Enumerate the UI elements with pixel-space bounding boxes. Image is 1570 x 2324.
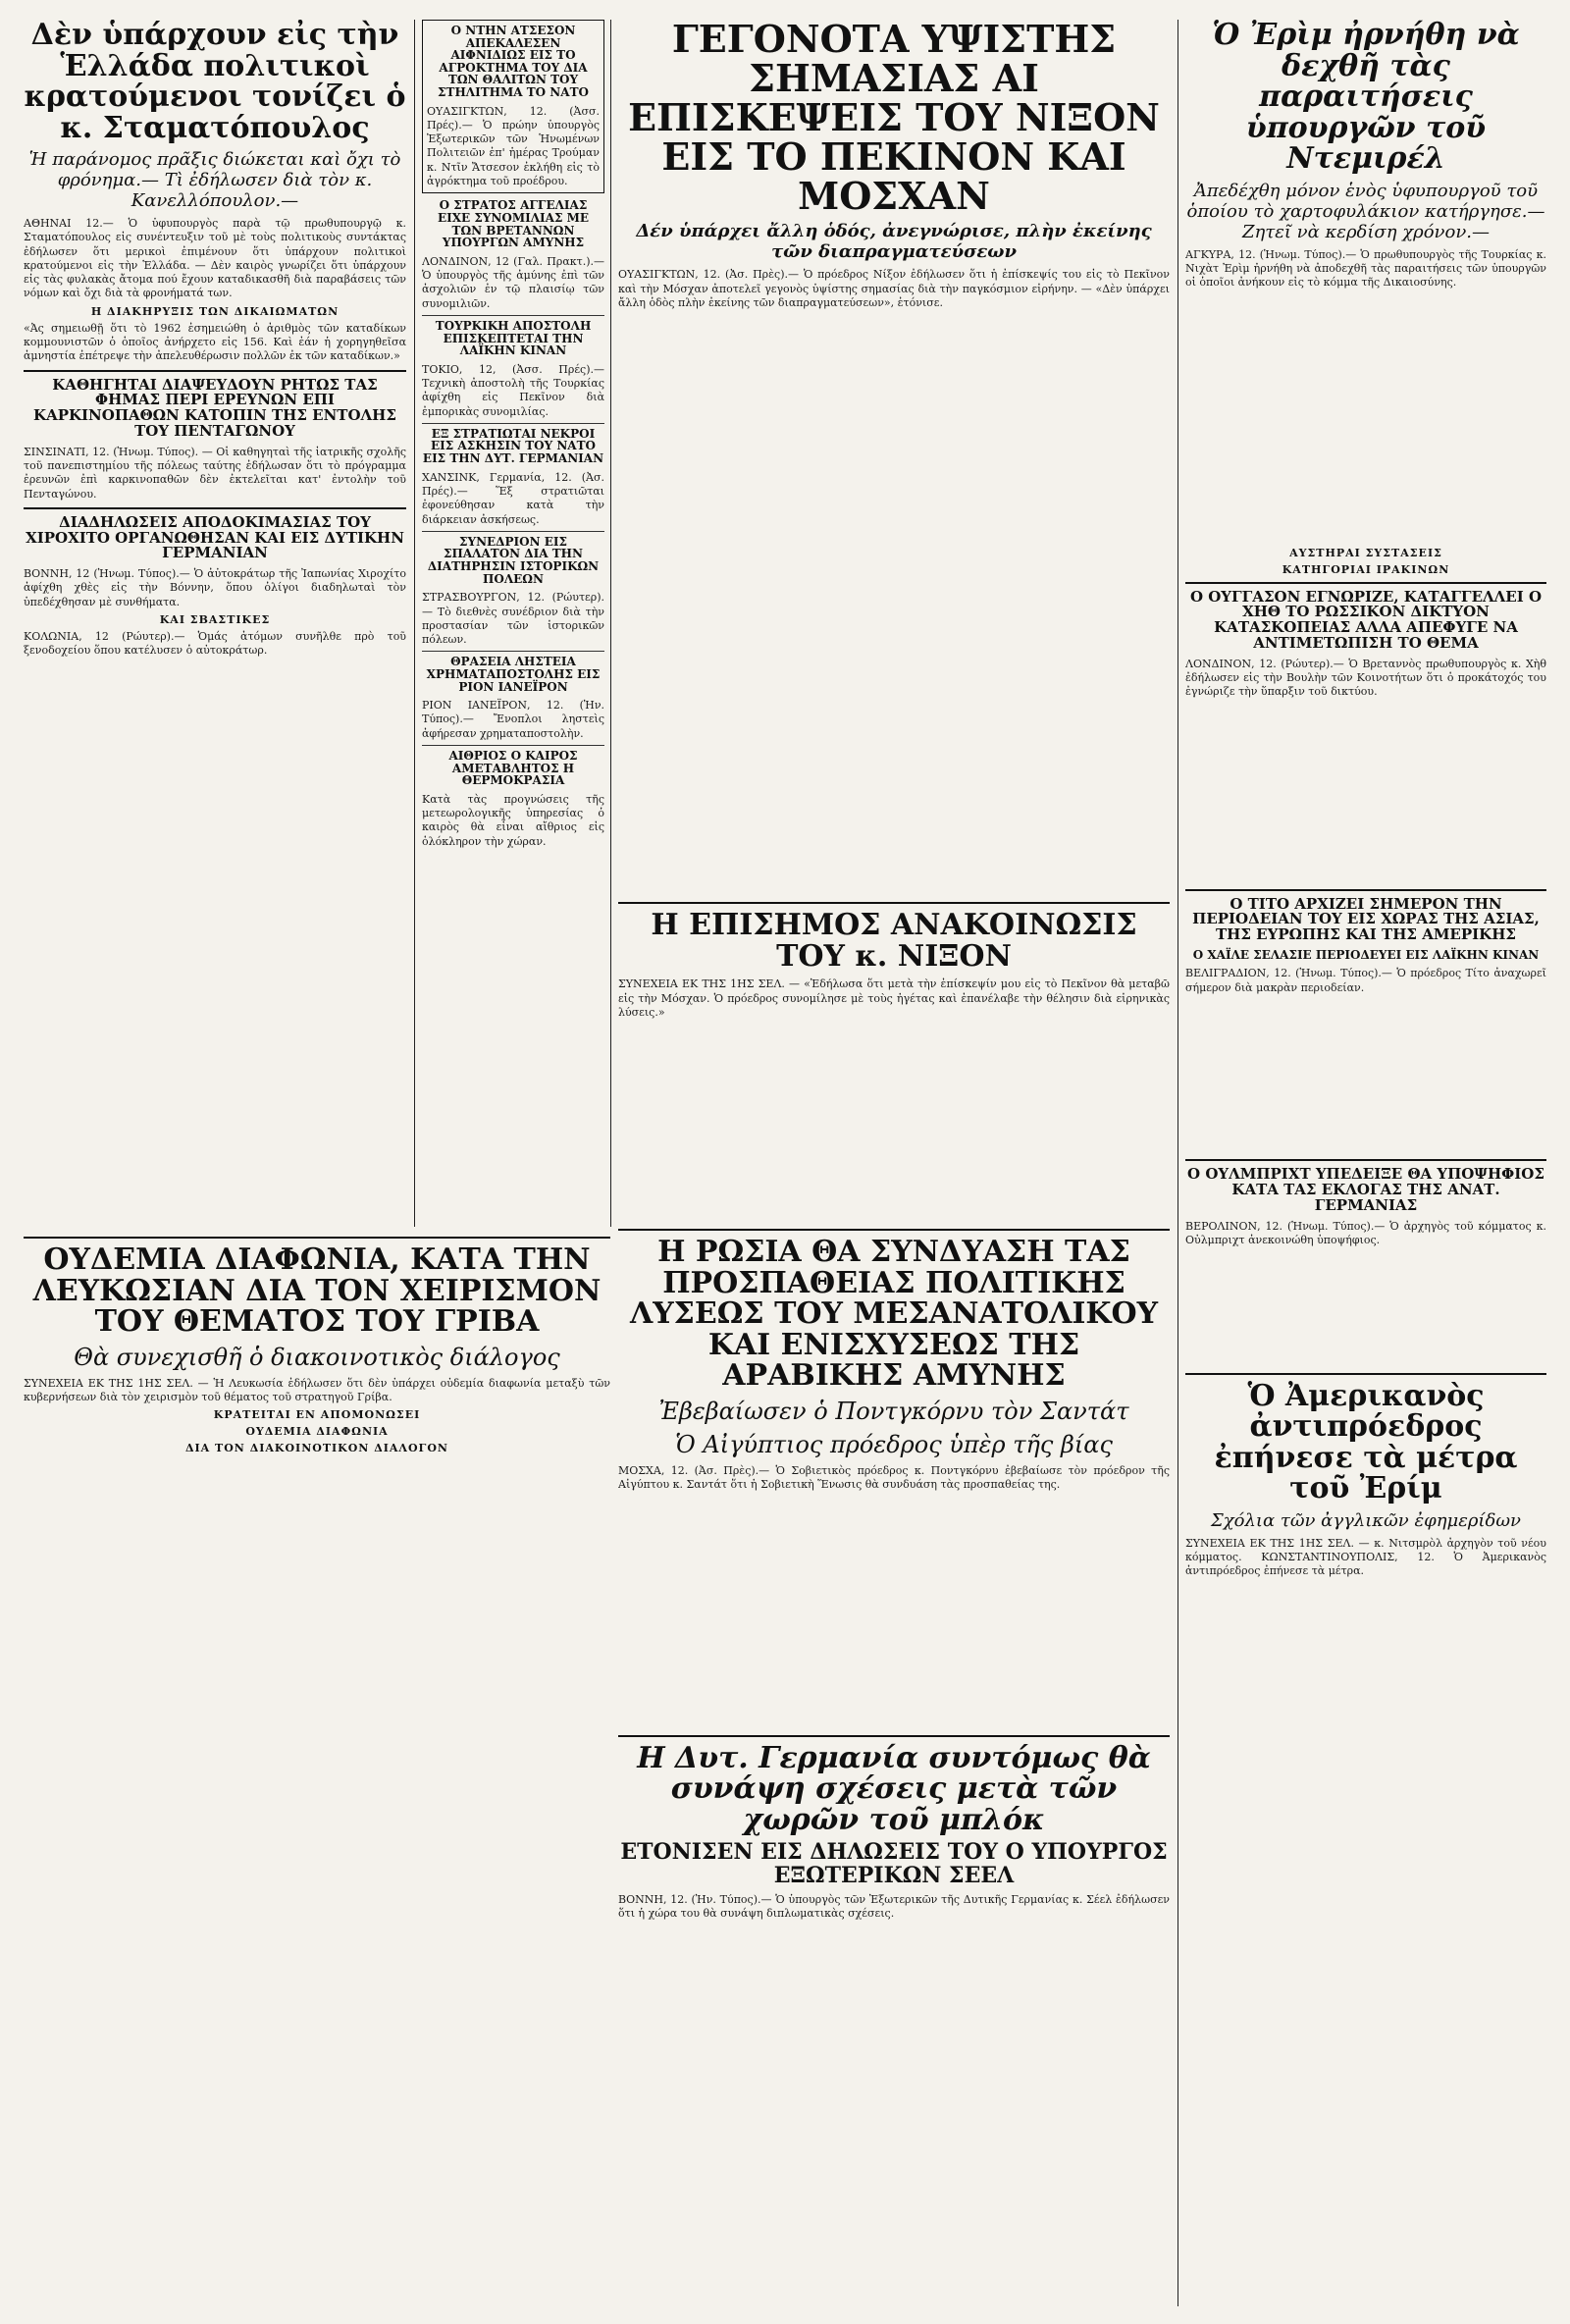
- article-body: ΜΟΣΧΑ, 12. (Ἀσ. Πρὲς).— Ὁ Σοβιετικὸς πρόεδρος κ. Ποντγκόρνυ ἐβεβαίωσε τὸν πρόεδρον τῆς Αἰγύπτου κ. Σαντάτ ὅτι ἡ Σοβιετικὴ Ἕνωσις θὰ συνδυάση τὰς προσπαθείας της.: [618, 1463, 1170, 1492]
- headline-heath: Ο ΟΥΓΓΑΣΟΝ ΕΓΝΩΡΙΖΕ, ΚΑΤΑΓΓΕΛΛΕΙ Ο ΧΗΘ ΤΟ ΡΩΣΣΙΚΟΝ ΔΙΚΤΥΟΝ ΚΑΤΑΣΚΟΠΕΙΑΣ ΑΛΛΑ ΑΠΕΦΥΓΕ ΝΑ ΑΝΤΙΜΕΤΩΠΙΣΗ ΤΟ ΘΕΜΑ: [1189, 587, 1543, 652]
- column-rule: [610, 20, 611, 1227]
- center-column: [618, 20, 1170, 2306]
- article-body: ΣΙΝΣΙΝΑΤΙ, 12. (Ἡνωμ. Τύπος). — Οἱ καθηγηταὶ τῆς ἰατρικῆς σχολῆς τοῦ πανεπιστημίου τῆς πόλεως ταύτης ἐδήλωσαν ὅτι τὸ πρόγραμμα ἐρευνῶν ἐπὶ καρκινοπαθῶν δὲν ἐκτελεῖται κατ' ἐντολὴν τοῦ Πενταγώνου.: [24, 445, 406, 501]
- article-body: ΛΟΝΔΙΝΟΝ, 12. (Ρώυτερ).— Ὁ Βρεταννὸς πρωθυπουργὸς κ. Χὴθ ἐδήλωσεν εἰς τὴν Βουλὴν τῶν Κοινοτήτων ὅτι ὁ προκάτοχός του ἐγνώριζε τὴν ὕπαρξιν τοῦ δικτύου.: [1185, 657, 1546, 699]
- article-body: ΑΓΚΥΡΑ, 12. (Ἡνωμ. Τύπος).— Ὁ πρωθυπουργὸς τῆς Τουρκίας κ. Νιχὰτ Ἐρὶμ ἠρνήθη νὰ ἀποδεχθῆ τὰς παραιτήσεις τῶν ὑπουργῶν οἱ ὁποῖοι ἀνήκουν εἰς τὸ κόμμα τῆς Δικαιοσύνης.: [1185, 247, 1546, 290]
- subheadline: Δέν ὑπάρχει ἄλλη ὁδός, ἀνεγνώρισε, πλὴν ἐκείνης τῶν διαπραγματεύσεων: [636, 221, 1152, 263]
- article-body: «Ἀς σημειωθῇ ὅτι τὸ 1962 ἐσημειώθη ὁ ἀριθμὸς τῶν καταδίκων κομμουνιστῶν ὁ ὁποῖος ἀνήρχετο εἰς 156. Καὶ ἐάν ἡ χορηγηθεῖσα ἀμνηστία ἐπέτρεψε τὴν ἀπελευθέρωσιν πολλῶν ἐκ τῶν καταδίκων.»: [24, 321, 406, 363]
- column-4: [1185, 20, 1546, 2306]
- column-rule: [414, 20, 415, 1227]
- subheadline: Ἐβεβαίωσεν ὁ Ποντγκόρνυ τὸν Σαντάτ: [658, 1397, 1129, 1425]
- headline-ulbricht: Ο ΟΥΛΜΠΡΙΧΤ ΥΠΕΔΕΙΞΕ ΘΑ ΥΠΟΨΗΦΙΟΣ ΚΑΤΑ ΤΑΣ ΕΚΛΟΓΑΣ ΤΗΣ ΑΝΑΤ. ΓΕΡΜΑΝΙΑΣ: [1187, 1165, 1544, 1214]
- article-body: ΟΥΑΣΙΓΚΤΩΝ, 12. (Ἀσσ. Πρές).— Ὁ πρώην ὑπουργὸς Ἐξωτερικῶν τῶν Ἡνωμένων Πολιτειῶν ἐπ' ἡμέρας Τρούμαν κ. Ντῖν Ἄτσεσον ἐκλήθη εἰς τὸ ἀγρόκτημα τοῦ προέδρου.: [427, 104, 600, 188]
- headline-tourkiki: ΤΟΥΡΚΙΚΗ ΑΠΟΣΤΟΛΗ ΕΠΙΣΚΕΠΤΕΤΑΙ ΤΗΝ ΛΑΪΚΗΝ ΚΙΝΑΝ: [435, 318, 592, 358]
- headline-xiroxito: ΔΙΑΔΗΛΩΣΕΙΣ ΑΠΟΔΟΚΙΜΑΣΙΑΣ ΤΟΥ ΧΙΡΟΧΙΤΟ ΟΡΓΑΝΩΘΗΣΑΝ ΚΑΙ ΕΙΣ ΔΥΤΙΚΗΝ ΓΕΡΜΑΝΙΑΝ: [26, 512, 404, 562]
- headline-synedrion: ΣΥΝΕΔΡΙΟΝ ΕΙΣ ΣΠΑΛΑΤΟΝ ΔΙΑ ΤΗΝ ΔΙΑΤΗΡΗΣΙΝ ΙΣΤΟΡΙΚΩΝ ΠΟΛΕΩΝ: [427, 534, 600, 586]
- subheadline: Σχόλια τῶν ἀγγλικῶν ἐφημερίδων: [1211, 1509, 1521, 1531]
- headline-russia: Η ΡΩΣΙΑ ΘΑ ΣΥΝΔΥΑΣΗ ΤΑΣ ΠΡΟΣΠΑΘΕΙΑΣ ΠΟΛΙΤΙΚΗΣ ΛΥΣΕΩΣ ΤΟΥ ΜΕΣΑΝΑΤΟΛΙΚΟΥ ΚΑΙ ΕΝΙΣΧΥΣΕΩΣ ΤΗΣ ΑΡΑΒΙΚΗΣ ΑΜΥΝΗΣ: [629, 1235, 1159, 1394]
- subheadline: Θὰ συνεχισθῆ ὁ διακοινοτικὸς διάλογος: [74, 1343, 560, 1371]
- article-body: ΒΕΛΙΓΡΑΔΙΟΝ, 12. (Ἡνωμ. Τύπος).— Ὁ πρόεδρος Τίτο ἀναχωρεῖ σήμερον διὰ μακρὰν περιοδείαν.: [1185, 967, 1546, 994]
- headline-stratiotai: ΕΞ ΣΤΡΑΤΙΩΤΑΙ ΝΕΚΡΟΙ ΕΙΣ ΑΣΚΗΣΙΝ ΤΟΥ ΝΑΤΟ ΕΙΣ ΤΗΝ ΔΥΤ. ΓΕΡΜΑΝΙΑΝ: [422, 426, 604, 466]
- article-body: ΒΕΡΟΛΙΝΟΝ, 12. (Ἡνωμ. Τύπος).— Ὁ ἀρχηγὸς τοῦ κόμματος κ. Οὐλμπριχτ ἀνεκοινώθη ὑποψήφιος.: [1185, 1219, 1546, 1246]
- headline-politikoi: Δὲν ὑπάρχουν εἰς τὴν Ἑλλάδα πολιτικοὶ κρατούμενοι τονίζει ὁ κ. Σταματόπουλος: [24, 20, 406, 145]
- bottom-left-article: [24, 1237, 610, 2306]
- section-kicker: ΑΥΣΤΗΡΑΙ ΣΥΣΤΑΣΕΙΣ: [1289, 546, 1442, 559]
- subheadline: Ο ΧΑΪΛΕ ΣΕΛΑΣΙΕ ΠΕΡΙΟΔΕΥΕΙ ΕΙΣ ΛΑΪΚΗΝ ΚΙΝΑΝ: [1192, 947, 1540, 962]
- subheadline: Ἀπεδέχθη μόνον ἑνὸς ὑφυπουργοῦ τοῦ ὁποίου τὸ χαρτοφυλάκιον κατήργησε.— Ζητεῖ νὰ κερδίση χρόνον.—: [1186, 180, 1545, 242]
- article-body: ΧΑΝΣΙΝΚ, Γερμανία, 12. (Ἀσ. Πρές).— Ἕξ στρατιῶται ἐφονεύθησαν κατὰ τὴν διάρκειαν ἀσκήσεως.: [422, 470, 604, 526]
- article-body: Κατὰ τὰς προγνώσεις τῆς μετεωρολογικῆς ὑπηρεσίας ὁ καιρὸς θὰ εἶναι αἴθριος εἰς ὁλόκληρον τὴν χώραν.: [422, 792, 604, 848]
- headline-nixon-announcement: Η ΕΠΙΣΗΜΟΣ ΑΝΑΚΟΙΝΩΣΙΣ ΤΟΥ κ. ΝΙΞΟΝ: [651, 908, 1137, 974]
- section-kicker: ΚΑΤΗΓΟΡΙΑΙ ΙΡΑΚΙΝΩΝ: [1282, 562, 1450, 576]
- article-body: ΣΤΡΑΣΒΟΥΡΓΟΝ, 12. (Ρώυτερ).— Τὸ διεθνὲς συνέδριον διὰ τὴν προστασίαν τῶν ἱστορικῶν πόλεων.: [422, 591, 604, 647]
- headline-atseson: Ο ΝΤΗΝ ΑΤΣΕΣΟΝ ΑΠΕΚΑΛΕΣΕΝ ΑΙΦΝΙΔΙΩΣ ΕΙΣ ΤΟ ΑΓΡΟΚΤΗΜΑ ΤΟΥ ΔΙΑ ΤΩΝ ΘΑΛΙΤΩΝ ΤΟΥ ΣΤΗΛΙΤΗΜΑ ΤΟ ΝΑΤΟ: [438, 24, 589, 99]
- headline-stratos: Ο ΣΤΡΑΤΟΣ ΑΓΓΕΛΙΑΣ ΕΙΧΕ ΣΥΝΟΜΙΛΙΑΣ ΜΕ ΤΩΝ ΒΡΕΤΑΝΝΩΝ ΥΠΟΥΡΓΩΝ ΑΜΥΝΗΣ: [437, 198, 590, 250]
- article-body: ΛΟΝΔΙΝΟΝ, 12 (Γαλ. Πρακτ.).— Ὁ ὑπουργὸς τῆς ἀμύνης ἐπὶ τῶν ἀσχολιῶν ἐν τῷ πλαισίῳ τῶν συνομιλιῶν.: [422, 254, 604, 310]
- headline-tito: Ο ΤΙΤΟ ΑΡΧΙΖΕΙ ΣΗΜΕΡΟΝ ΤΗΝ ΠΕΡΙΟΔΕΙΑΝ ΤΟΥ ΕΙΣ ΧΩΡΑΣ ΤΗΣ ΑΣΙΑΣ, ΤΗΣ ΕΥΡΩΠΗΣ ΚΑΙ ΤΗΣ ΑΜΕΡΙΚΗΣ: [1192, 894, 1540, 943]
- article-body: ΒΟΝΝΗ, 12. (Ἡν. Τύπος).— Ὁ ὑπουργὸς τῶν Ἐξωτερικῶν τῆς Δυτικῆς Γερμανίας κ. Σέελ ἐδήλωσεν ὅτι ἡ χώρα του θὰ συνάψη διπλωματικὰς σχέσεις.: [618, 1892, 1170, 1920]
- article-body: ΑΘΗΝΑΙ 12.— Ὁ ὑφυπουργὸς παρὰ τῷ πρωθυπουργῷ κ. Σταματόπουλος εἰς συνέντευξιν τοῦ μὲ τοὺς πολιτικοὺς συντάκτας ἐδήλωσεν ὅτι μερικοὶ ἐπιμένουν ὅτι ὑπάρχουν πολιτικοὶ κρατούμενοι εἰς τὴν Ἑλλάδα. — Δὲν καιρὸς γνωρίζει ὅτι ὑπάρχουν εἰς τὰς φυλακὰς ἄτομα πού ἔχουν καταδικασθῆ διὰ παραβάσεις τῶν νόμων καὶ ὄχι διὰ τὰ φρονήματά των.: [24, 217, 406, 300]
- column-2: [422, 20, 604, 1229]
- headline-listeia: ΘΡΑΣΕΙΑ ΛΗΣΤΕΙΑ ΧΡΗΜΑΤΑΠΟΣΤΟΛΗΣ ΕΙΣ ΡΙΟΝ ΙΑΝΕΪΡΟΝ: [426, 655, 601, 694]
- section-kicker: ΚΡΑΤΕΙΤΑΙ ΕΝ ΑΠΟΜΟΝΩΣΕΙ: [213, 1408, 421, 1422]
- article-body: ΒΟΝΝΗ, 12 (Ἡνωμ. Τύπος).— Ὁ ἀὐτοκράτωρ τῆς Ἰαπωνίας Χιροχίτο ἀφίχθη χθὲς εἰς τὴν Βόννην, ὅπου ὀλίγοι διαδηλωταὶ τὸν ὑπεδέχθησαν μὲ συνθήματα.: [24, 567, 406, 608]
- headline-vice-president: Ὁ Ἀμερικανὸς ἀντιπρόεδρος ἐπήνεσε τὰ μέτρα τοῦ Ἐρίμ: [1214, 1378, 1518, 1506]
- section-kicker: ΔΙΑ ΤΟΝ ΔΙΑΚΟΙΝΟΤΙΚΟΝ ΔΙΑΛΟΓΟΝ: [185, 1442, 448, 1455]
- article-body: ΟΥΑΣΙΓΚΤΩΝ, 12. (Ἀσ. Πρὲς).— Ὁ πρόεδρος Νίξον ἐδήλωσεν ὅτι ἡ ἐπίσκεψίς του εἰς τὸ Πεκῖνον καὶ τὴν Μόσχαν ἀποτελεῖ γεγονὸς ὑψίστης σημασίας διὰ τὴν παγκόσμιον εἰρήνην. — «Δὲν ὑπάρχει ἄλλη ὁδὸς πλὴν ἐκείνης τῶν διαπραγματεύσεων», ἐτόνισε.: [618, 268, 1170, 310]
- headline-west-germany: Η Δυτ. Γερμανία συντόμως θὰ συνάψη σχέσεις μετὰ τῶν χωρῶν τοῦ μπλόκ: [637, 1740, 1151, 1837]
- headline-kairos: ΑΙΘΡΙΟΣ Ο ΚΑΙΡΟΣ ΑΜΕΤΑΒΛΗΤΟΣ Η ΘΕΡΜΟΚΡΑΣΙΑ: [448, 749, 578, 788]
- article-body: ΣΥΝΕΧΕΙΑ ΕΚ ΤΗΣ 1ΗΣ ΣΕΛ. — «Ἐδήλωσα ὅτι μετὰ τὴν ἐπίσκεψίν μου εἰς τὸ Πεκῖνον θὰ μεταβῶ εἰς τὴν Μόσχαν. Ὁ πρόεδρος συνομίλησε μὲ τοὺς ἡγέτας καὶ ἐπανέλαβε τὴν θέλησιν διὰ εἰρηνικὰς λύσεις.»: [618, 977, 1170, 1020]
- article-body: ΣΥΝΕΧΕΙΑ ΕΚ ΤΗΣ 1ΗΣ ΣΕΛ. — κ. Νιτσμρὸλ ἀρχηγὸν τοῦ νέου κόμματος. ΚΩΝΣΤΑΝΤΙΝΟΥΠΟΛΙΣ, 12. Ὁ Ἀμερικανὸς ἀντιπρόεδρος ἐπήνεσε τὰ μέτρα.: [1185, 1536, 1546, 1578]
- headline-erim: Ὁ Ἐρὶμ ἠρνήθη νὰ δεχθῆ τὰς παραιτήσεις ὑπουργῶν τοῦ Ντεμιρέλ: [1212, 20, 1520, 176]
- subheadline: Ὁ Αἰγύπτιος πρόεδρος ὑπὲρ τῆς βίας: [675, 1430, 1113, 1458]
- article-body: ΣΥΝΕΧΕΙΑ ΕΚ ΤΗΣ 1ΗΣ ΣΕΛ. — Ἡ Λευκωσία ἐδήλωσεν ὅτι δὲν ὑπάρχει οὐδεμία διαφωνία μεταξὺ τῶν κυβερνήσεων διὰ τὸν χειρισμὸν τοῦ θέματος τοῦ στρατηγοῦ Γρίβα.: [24, 1376, 610, 1403]
- column-1: [24, 20, 406, 1229]
- section-kicker: Η ΔΙΑΚΗΡΥΞΙΣ ΤΩΝ ΔΙΚΑΙΩΜΑΤΩΝ: [90, 304, 340, 318]
- article-body: ΚΟΛΩΝΙΑ, 12 (Ρώυτερ).— Ὁμάς ἀτόμων συνῆλθε πρὸ τοῦ ξενοδοχείου ὅπου κατέλυσεν ὁ αὐτοκράτωρ.: [24, 630, 406, 658]
- subheadline: Ἡ παράνομος πρᾶξις διώκεται καὶ ὄχι τὸ φρόνημα.— Τὶ ἐδήλωσεν διὰ τὸν κ. Κανελλόπουλον.—: [28, 149, 401, 211]
- headline-nixon-visits: ΓΕΓΟΝΟΤΑ ΥΨΙΣΤΗΣ ΣΗΜΑΣΙΑΣ ΑΙ ΕΠΙΣΚΕΨΕΙΣ ΤΟΥ ΝΙΞΟΝ ΕΙΣ ΤΟ ΠΕΚΙΝΟΝ ΚΑΙ ΜΟΣΧΑΝ: [628, 20, 1160, 218]
- article-body: ΡΙΟΝ ΙΑΝΕΪΡΟΝ, 12. (Ἡν. Τύπος).— Ἔνοπλοι ληστεὶς ἀφήρεσαν χρηματαποστολὴν.: [422, 699, 604, 740]
- boxed-article: [422, 20, 604, 193]
- subheadline: ΕΤΟΝΙΣΕΝ ΕΙΣ ΔΗΛΩΣΕΙΣ ΤΟΥ Ο ΥΠΟΥΡΓΟΣ ΕΞΩΤΕΡΙΚΩΝ ΣΕΕΛ: [620, 1839, 1168, 1888]
- article-body: ΤΟΚΙΟ, 12, (Ἀσσ. Πρές).— Τεχνικὴ ἀποστολὴ τῆς Τουρκίας ἀφίχθη εἰς Πεκῖνον διὰ ἐμπορικὰς συνομιλίας.: [422, 362, 604, 418]
- section-kicker: ΟΥΔΕΜΙΑ ΔΙΑΦΩΝΙΑ: [245, 1425, 389, 1439]
- section-kicker: ΚΑΙ ΣΒΑΣΤΙΚΕΣ: [159, 613, 271, 626]
- headline-kathigitai: ΚΑΘΗΓΗΤΑΙ ΔΙΑΨΕΥΔΟΥΝ ΡΗΤΩΣ ΤΑΣ ΦΗΜΑΣ ΠΕΡΙ ΕΡΕΥΝΩΝ ΕΠΙ ΚΑΡΚΙΝΟΠΑΘΩΝ ΚΑΤΟΠΙΝ ΤΗΣ ΕΝΤΟΛΗΣ ΤΟΥ ΠΕΝΤΑΓΩΝΟΥ: [33, 375, 396, 440]
- headline-griva: ΟΥΔΕΜΙΑ ΔΙΑΦΩΝΙΑ, ΚΑΤΑ ΤΗΝ ΛΕΥΚΩΣΙΑΝ ΔΙΑ ΤΟΝ ΧΕΙΡΙΣΜΟΝ ΤΟΥ ΘΕΜΑΤΟΣ ΤΟΥ ΓΡΙΒΑ: [32, 1242, 602, 1339]
